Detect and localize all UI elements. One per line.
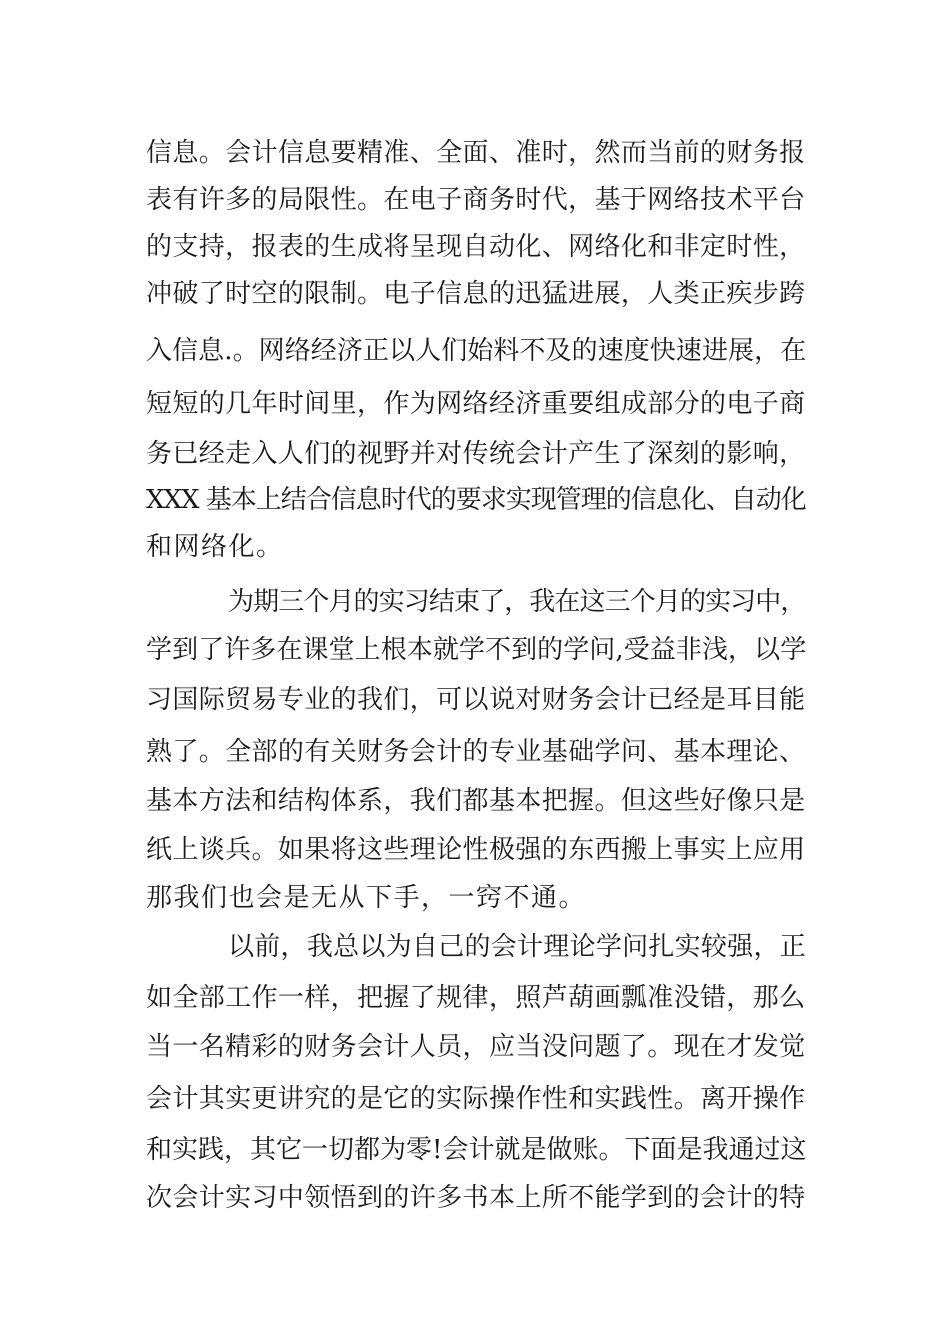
text-line: 如全部工作一样，把握了规律，照芦葫画瓢准没错，那么 bbox=[146, 983, 806, 1013]
text-line: 会计其实更讲究的是它的实际操作性和实践性。离开操作 bbox=[146, 1084, 806, 1114]
text-line: 入信息.。网络经济正以人们始料不及的速度快速进展，在 bbox=[146, 336, 807, 366]
text-line: 为期三个月的实习结束了，我在这三个月的实习中， bbox=[228, 587, 806, 617]
text-line: 当一名精彩的财务会计人员，应当没问题了。现在才发觉 bbox=[146, 1032, 806, 1062]
text-line: 纸上谈兵。如果将这些理论性极强的东西搬上事实上应用 bbox=[146, 835, 806, 865]
text-line: 熟了。全部的有关财务会计的专业基础学问、基本理论、 bbox=[146, 737, 806, 767]
text-line: 冲破了时空的限制。电子信息的迅猛进展，人类正疾步跨 bbox=[146, 279, 806, 309]
text-line: 务已经走入人们的视野并对传统会计产生了深刻的影响， bbox=[146, 439, 806, 469]
text-line: 和实践，其它一切都为零!会计就是做账。下面是我通过这 bbox=[146, 1135, 807, 1165]
text-line: 和网络化。 bbox=[146, 532, 284, 562]
text-line: 表有许多的局限性。在电子商务时代，基于网络技术平台 bbox=[146, 185, 806, 215]
text-line: 短短的几年时间里，作为网络经济重要组成部分的电子商 bbox=[146, 389, 806, 419]
text-line: 那我们也会是无从下手，一窍不通。 bbox=[146, 883, 587, 913]
text-line: 以前，我总以为自己的会计理论学问扎实较强，正 bbox=[228, 932, 807, 962]
text-line: 习国际贸易专业的我们，可以说对财务会计已经是耳目能 bbox=[146, 685, 806, 715]
text-line: 学到了许多在课堂上根本就学不到的学问,受益非浅，以学 bbox=[146, 635, 807, 665]
text-line: 基本方法和结构体系，我们都基本把握。但这些好像只是 bbox=[146, 786, 806, 816]
text-line: 次会计实习中领悟到的许多书本上所不能学到的会计的特 bbox=[146, 1183, 806, 1213]
text-line: XXX 基本上结合信息时代的要求实现管理的信息化、自动化 bbox=[146, 485, 806, 515]
text-line: 的支持，报表的生成将呈现自动化、网络化和非定时性， bbox=[146, 232, 806, 262]
text-line: 信息。会计信息要精准、全面、准时，然而当前的财务报 bbox=[146, 138, 806, 168]
